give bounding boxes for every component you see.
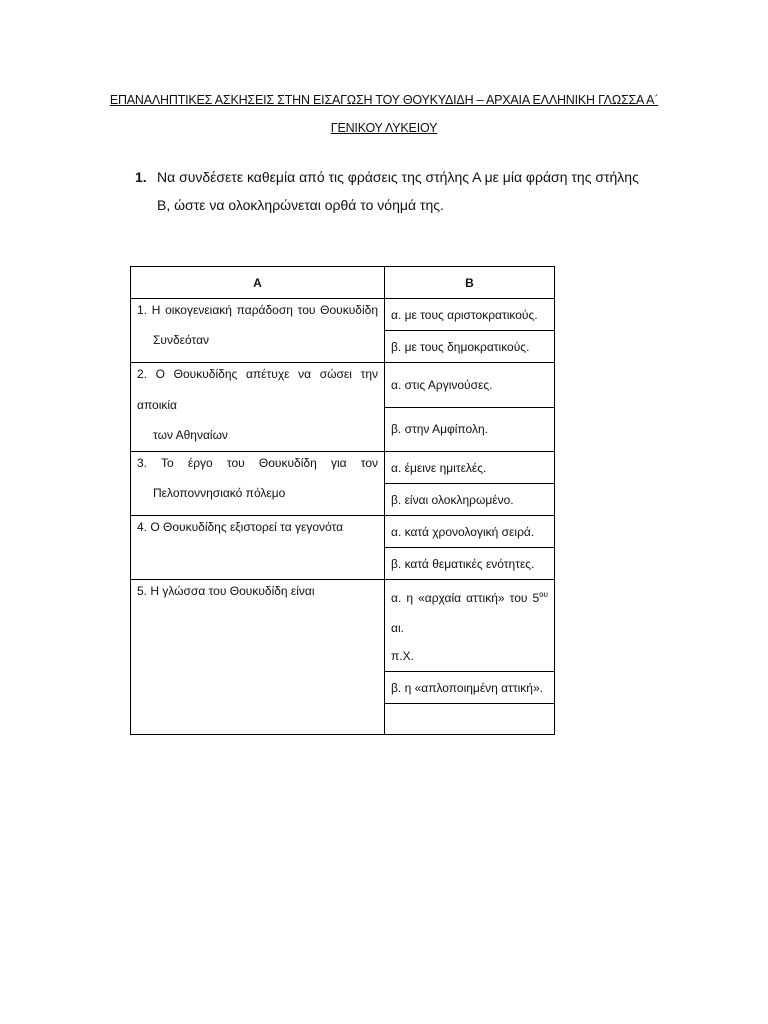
column-a-item-5	[131, 580, 385, 735]
table-header-row	[131, 267, 555, 299]
document-title-line2: ΓΕΝΙΚΟΥ ΛΥΚΕΙΟΥ	[330, 121, 438, 135]
question-text-line2: Β, ώστε να ολοκληρώνεται ορθά το νόημά της.	[157, 197, 444, 213]
column-b-option: α. με τους αριστοκρατικούς.	[385, 299, 555, 331]
item-2-text-line2: των Αθηναίων	[153, 428, 228, 442]
option-5a-text: α. η «αρχαία αττική» του 5	[391, 591, 540, 605]
option-5a-superscript: ου	[539, 590, 548, 599]
column-a-item-3	[131, 452, 385, 516]
item-3-text-line1: 3. Το έργο του Θουκυδίδη για τον	[137, 456, 378, 470]
column-b-option	[385, 580, 555, 672]
column-b-option: β. με τους δημοκρατικούς.	[385, 331, 555, 363]
table-row	[131, 580, 555, 672]
option-5a-text-line2: π.Χ.	[391, 649, 414, 663]
question-number: 1.	[135, 169, 147, 185]
column-a-item-4	[131, 516, 385, 580]
document-title-line1: ΕΠΑΝΑΛΗΠΤΙΚΕΣ ΑΣΚΗΣΕΙΣ ΣΤΗΝ ΕΙΣΑΓΩΣΗ ΤΟΥ ΘΟΥΚΥΔΙΔΗ – ΑΡΧΑΙΑ ΕΛΛΗΝΙΚΗ ΓΛΩΣΣΑ Α΄	[109, 93, 659, 107]
option-5a-text-end: αι.	[391, 621, 404, 635]
matching-table	[130, 266, 555, 735]
column-a-item-1	[131, 299, 385, 363]
column-b-option: α. έμεινε ημιτελές.	[385, 452, 555, 484]
item-3-text-line2: Πελοποννησιακό πόλεμο	[153, 486, 286, 500]
column-b-option: β. κατά θεματικές ενότητες.	[385, 548, 555, 580]
column-b-header: Β	[385, 267, 555, 299]
table-row	[131, 299, 555, 331]
question-text-line1: Να συνδέσετε καθεμία από τις φράσεις της στήλης Α με μία φράση της στήλης	[157, 169, 639, 185]
table-row	[131, 363, 555, 408]
column-a-item-2	[131, 363, 385, 452]
column-b-option: β. η «απλοποιημένη αττική».	[385, 672, 555, 704]
item-5-text-line1: 5. Η γλώσσα του Θουκυδίδη είναι	[137, 584, 315, 598]
column-a-header: Α	[131, 267, 385, 299]
item-1-text-line1: 1. Η οικογενειακή παράδοση του Θουκυδίδη	[137, 303, 378, 317]
column-b-option: α. κατά χρονολογική σειρά.	[385, 516, 555, 548]
table-row	[131, 516, 555, 548]
table-row	[131, 452, 555, 484]
column-b-empty-cell	[385, 704, 555, 735]
column-b-option: β. στην Αμφίπολη.	[385, 407, 555, 452]
item-2-text-line1: 2. Ο Θουκυδίδης απέτυχε να σώσει την αποικία	[137, 367, 378, 412]
item-1-text-line2: Συνδεόταν	[153, 333, 210, 347]
column-b-option: α. στις Αργινούσες.	[385, 363, 555, 408]
item-4-text-line1: 4. Ο Θουκυδίδης εξιστορεί τα γεγονότα	[137, 520, 344, 534]
column-b-option: β. είναι ολοκληρωμένο.	[385, 484, 555, 516]
